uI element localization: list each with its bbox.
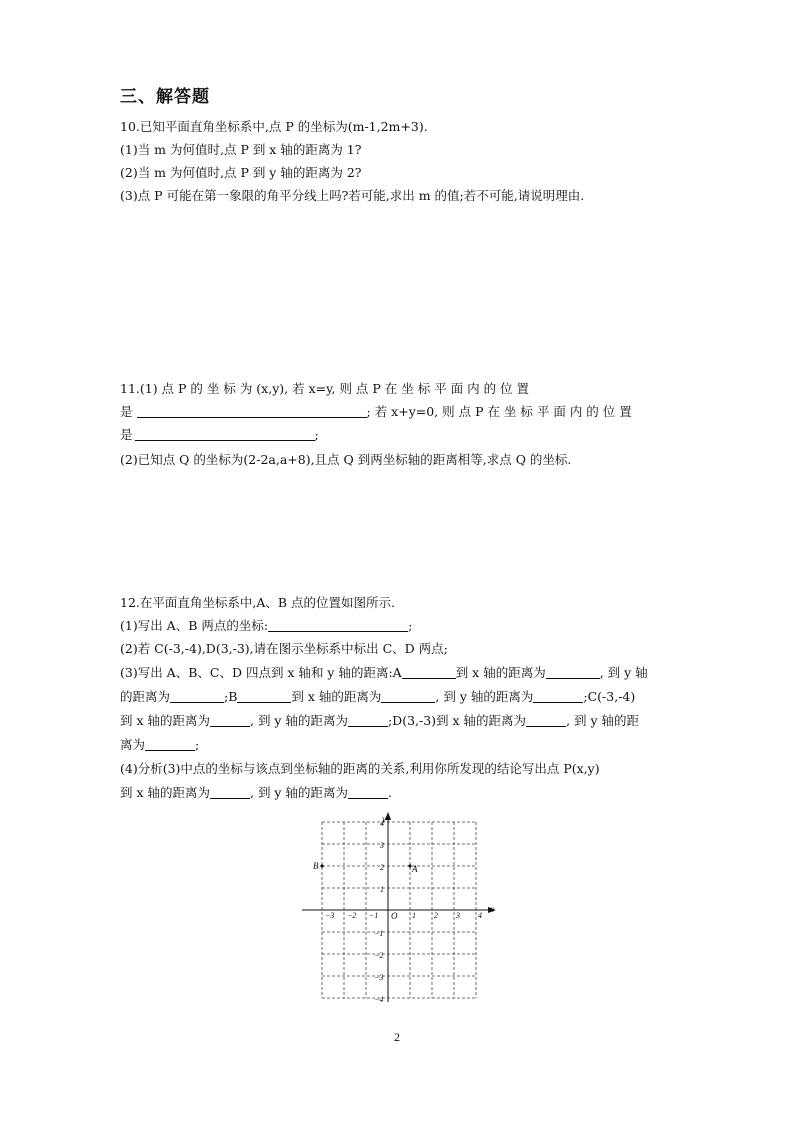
q12-blank-a-xdist[interactable]: [546, 666, 600, 679]
point-label-b: B: [313, 861, 319, 871]
y-tick-label: −4: [374, 995, 384, 1004]
q12-part1: [120, 617, 412, 635]
y-tick-label: 3: [380, 841, 384, 850]
q11-line2-start: 是: [120, 404, 133, 419]
plotted-points: [313, 861, 418, 874]
q12-p3-text-h: ;C(-3,-4): [583, 689, 636, 704]
x-tick-label: −1: [369, 911, 379, 920]
section-title: 三、解答题: [120, 87, 210, 107]
x-tick-label: −3: [325, 911, 335, 920]
x-tick-labels: [325, 911, 482, 920]
y-tick-label: −3: [374, 973, 384, 982]
q10-part3: (3)点 P 可能在第一象限的角平分线上吗?若可能,求出 m 的值;若不可能,请说明理由.: [120, 188, 585, 203]
x-tick-label: 1: [412, 911, 416, 920]
point-b: [320, 864, 323, 867]
q12-p3-text-e: ;B: [224, 689, 238, 704]
coordinate-grid-figure: [296, 812, 506, 1008]
q12-blank-p-ydist[interactable]: [348, 786, 388, 799]
q12-p4-text-c: .: [387, 785, 392, 800]
q12-part3-line4: [120, 736, 199, 754]
q12-p3-text-k: ;D(3,-3)到 x 轴的距离为: [387, 713, 527, 728]
q12-answer-blank-ab[interactable]: [268, 619, 408, 632]
coordinate-grid-svg: [296, 812, 506, 1008]
x-tick-label: 3: [456, 911, 460, 920]
x-tick-label: 4: [478, 911, 482, 920]
q12-p3-text-g: , 到 y 轴的距离为: [435, 689, 534, 704]
page-number: 2: [394, 1030, 400, 1044]
q12-p4-text-b: , 到 y 轴的距离为: [250, 785, 348, 800]
q12-blank-c-ydist[interactable]: [348, 714, 388, 727]
q12-p4-text-a: 到 x 轴的距离为: [120, 785, 210, 800]
q12-blank-b-xdist[interactable]: [381, 690, 435, 703]
x-axis-label: x: [490, 904, 494, 914]
q12-p3-text-c: , 到 y 轴: [599, 665, 648, 680]
q12-p3-text-f: 到 x 轴的距离为: [291, 689, 382, 704]
q12-part4-line2: [120, 784, 392, 802]
q10-part1: (1)当 m 为何值时,点 P 到 x 轴的距离为 1?: [120, 142, 362, 157]
q12-p3-text-l: , 到 y 轴的距: [566, 713, 640, 728]
q12-p3-text-j: , 到 y 轴的距离为: [250, 713, 348, 728]
q10-stem: 10.已知平面直角坐标系中,点 P 的坐标为(m-1,2m+3).: [120, 119, 428, 134]
q12-part4-line1: (4)分析(3)中点的坐标与该点到坐标轴的距离的关系,利用你所发现的结论写出点 P(x,y): [120, 761, 600, 776]
q11-line2-end: ; 若 x+y=0, 则 点 P 在 坐 标 平 面 内 的 位 置: [366, 404, 632, 419]
q12-blank-c-xdist[interactable]: [210, 714, 250, 727]
q12-part1-text: (1)写出 A、B 两点的坐标:: [120, 618, 269, 633]
q12-p3-text-d: 的距离为: [120, 689, 171, 704]
q12-blank-b-ydist[interactable]: [533, 690, 583, 703]
q12-blank-a-ydist[interactable]: [170, 690, 224, 703]
x-tick-label: −2: [347, 911, 357, 920]
q11-answer-blank-2[interactable]: [135, 428, 315, 441]
q12-stem: 12.在平面直角坐标系中,A、B 点的位置如图所示.: [120, 595, 396, 610]
y-tick-label: 4: [380, 819, 384, 828]
q12-p3-text-b: 到 x 轴的距离为: [455, 665, 546, 680]
q11-line3-start: 是: [120, 427, 133, 442]
q12-part3-line1: [120, 664, 648, 682]
q12-p3-text-m: 离为: [120, 737, 146, 752]
x-tick-label: 2: [434, 911, 438, 920]
q11-answer-blank-1[interactable]: [137, 405, 367, 418]
q12-p3-text-n: ;: [195, 737, 200, 752]
q12-blank-p-xdist[interactable]: [210, 786, 250, 799]
q10-part2: (2)当 m 为何值时,点 P 到 y 轴的距离为 2?: [120, 165, 362, 180]
y-axis-label: y: [382, 814, 386, 824]
q12-p3-text-a: (3)写出 A、B、C、D 四点到 x 轴和 y 轴的距离:A: [120, 665, 402, 680]
q12-part2: (2)若 C(-3,-4),D(3,-3),请在图示坐标系中标出 C、D 两点;: [120, 641, 448, 656]
q12-part3-line3: [120, 712, 639, 730]
q12-p3-text-i: 到 x 轴的距离为: [120, 713, 210, 728]
q11-part2: (2)已知点 Q 的坐标为(2-2a,a+8),且点 Q 到两坐标轴的距离相等,求点 Q 的坐标.: [120, 452, 572, 467]
q11-line1: 11.(1) 点 P 的 坐 标 为 (x,y), 若 x=y, 则 点 P 在 坐 标 平 面 内 的 位 置: [120, 381, 530, 396]
q11-line2: [120, 403, 632, 421]
y-tick-label: 1: [380, 885, 384, 894]
q11-line3: [120, 426, 319, 444]
q11-line3-end: ;: [314, 427, 319, 442]
y-tick-label: −1: [374, 929, 384, 938]
point-label-a: A: [412, 864, 418, 874]
q12-blank-a-coord[interactable]: [402, 666, 456, 679]
q12-blank-d-ydist[interactable]: [145, 738, 195, 751]
q12-blank-b-coord[interactable]: [237, 690, 291, 703]
q12-blank-d-xdist[interactable]: [526, 714, 566, 727]
q12-part1-end: ;: [408, 618, 413, 633]
y-tick-label: 2: [380, 863, 384, 872]
y-tick-label: −2: [374, 951, 384, 960]
q12-part3-line2: [120, 688, 635, 706]
origin-label: O: [391, 911, 398, 921]
